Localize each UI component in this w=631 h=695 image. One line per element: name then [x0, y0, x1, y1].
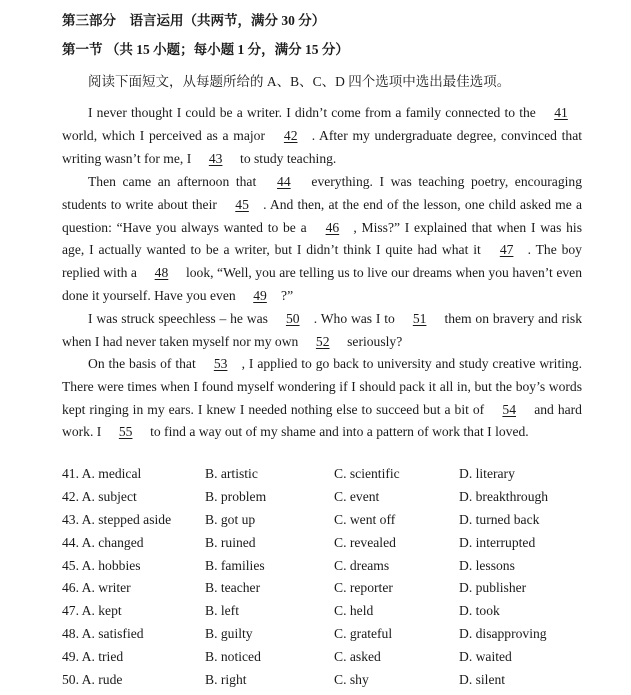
passage-paragraph-2: [62, 171, 582, 308]
section-title: 第一节 （共 15 小题；每小题 1 分，满分 15 分）: [62, 42, 349, 57]
option-choice: D. literary: [459, 466, 515, 481]
option-choice: 42. A. subject: [62, 488, 137, 504]
option-choice: 48. A. satisfied: [62, 626, 144, 642]
option-choice: B. problem: [205, 488, 267, 504]
part-title: 第三部分 语言运用（共两节，满分 30 分）: [62, 13, 326, 28]
option-choice: D. publisher: [459, 580, 527, 596]
option-choice: B. noticed: [205, 649, 261, 665]
passage-text: look, “Well, you are telling us to live our dreams when you haven’t even done it yourself. Have you even: [62, 265, 583, 303]
option-choice: D. silent: [459, 672, 506, 688]
passage-text: them on bravery and risk when I had never taken myself nor my own: [62, 311, 582, 349]
option-choice: C. went off: [334, 511, 396, 527]
option-choice: 43. A. stepped aside: [62, 511, 172, 527]
option-row: [62, 649, 622, 672]
option-choice: C. reporter: [334, 580, 393, 596]
answer-blank: 52: [315, 333, 330, 349]
option-choice: B. teacher: [205, 580, 261, 596]
answer-blank: 42: [283, 127, 298, 143]
answer-blank: 44: [277, 174, 291, 189]
passage-text: I never thought I could be a writer. I didn’t come from a family connected to the: [88, 105, 540, 120]
option-choice: B. left: [205, 603, 239, 619]
passage-text: . The boy replied with a: [62, 242, 582, 281]
passage-text: ?”: [281, 287, 294, 303]
option-choice: B. right: [205, 672, 247, 688]
passage-text: Then came an afternoon that: [88, 174, 263, 189]
option-choice: 50. A. rude: [62, 672, 123, 688]
option-choice: B. ruined: [205, 534, 256, 550]
option-choice: D. took: [459, 603, 500, 619]
option-choice: B. families: [205, 557, 265, 573]
option-row: [62, 672, 622, 695]
instruction-text: 阅读下面短文，从每题所给的 A、B、C、D 四个选项中选出最佳选项。: [88, 74, 511, 89]
passage-text: to find a way out of my shame and into a pattern of work that I loved.: [146, 424, 529, 440]
option-choice: D. turned back: [459, 511, 540, 527]
option-choice: D. disapproving: [459, 626, 547, 642]
option-choice: C. dreams: [334, 557, 390, 573]
option-row: [62, 512, 622, 535]
option-choice: B. got up: [205, 511, 256, 527]
answer-blank: 41: [554, 105, 568, 120]
answer-blank: 54: [502, 401, 516, 417]
answer-blank: 47: [499, 242, 514, 258]
option-choice: C. scientific: [334, 466, 400, 481]
answer-blank: 51: [412, 311, 427, 326]
option-choice: C. shy: [334, 672, 369, 688]
answer-blank: 45: [235, 196, 249, 212]
option-row: [62, 626, 622, 649]
passage-text: everything. I was teaching poetry, encouraging students to write about their: [62, 174, 582, 212]
passage-text: On the basis of that: [88, 356, 200, 371]
answer-blank: 55: [118, 424, 133, 440]
options-list: [62, 466, 622, 695]
passage-text: seriously?: [343, 333, 403, 349]
option-choice: C. held: [334, 603, 374, 619]
option-choice: B. artistic: [205, 466, 258, 481]
answer-blank: 48: [154, 265, 169, 281]
option-choice: D. waited: [459, 649, 512, 665]
answer-blank: 43: [208, 150, 223, 166]
passage-text: to study teaching.: [236, 150, 337, 166]
option-choice: C. asked: [334, 649, 381, 665]
option-choice: 44. A. changed: [62, 534, 144, 550]
option-choice: C. grateful: [334, 626, 393, 642]
option-choice: D. lessons: [459, 557, 515, 573]
option-row: [62, 466, 622, 489]
passage-text: . And then, at the end of the lesson, one child asked me a question: “Have you always wanted to be a: [62, 196, 582, 235]
answer-blank: 49: [253, 287, 267, 303]
option-choice: 49. A. tried: [62, 649, 124, 665]
passage-text: and hard work. I: [62, 401, 582, 440]
passage-paragraph-1: [62, 102, 582, 170]
option-choice: 45. A. hobbies: [62, 557, 141, 573]
option-row: [62, 603, 622, 626]
option-choice: 46. A. writer: [62, 580, 131, 596]
option-choice: C. event: [334, 488, 380, 504]
option-row: [62, 489, 622, 512]
passage-paragraph-4: [62, 353, 582, 444]
option-choice: D. interrupted: [459, 534, 536, 550]
passage-text: . Who was I to: [313, 311, 399, 326]
passage-paragraph-3: [62, 308, 582, 354]
passage-text: . After my undergraduate degree, convinced that writing wasn’t for me, I: [62, 127, 582, 166]
option-choice: D. breakthrough: [459, 488, 549, 504]
passage-text: , I applied to go back to university and study creative writing. There were times when I found myself wondering if I should pack it all in, but the boy’s words kept ringing in my ears. I knew I needed nothing else to succeed but a bit of: [62, 356, 582, 417]
passage-text: I was struck speechless – he was: [88, 311, 272, 326]
option-row: [62, 535, 622, 558]
answer-blank: 53: [213, 356, 228, 371]
option-choice: 47. A. kept: [62, 603, 122, 619]
answer-blank: 50: [285, 311, 300, 326]
passage-text: world, which I perceived as a major: [62, 127, 270, 143]
option-row: [62, 580, 622, 603]
passage-text: , Miss?” I explained that when I was his age, I actually wanted to be a writer, but I didn’t think I quite had what it: [62, 219, 582, 258]
option-row: [62, 558, 622, 581]
answer-blank: 46: [325, 219, 340, 235]
option-choice: 41. A. medical: [62, 466, 142, 481]
option-choice: B. guilty: [205, 626, 253, 642]
option-choice: C. revealed: [334, 534, 396, 550]
